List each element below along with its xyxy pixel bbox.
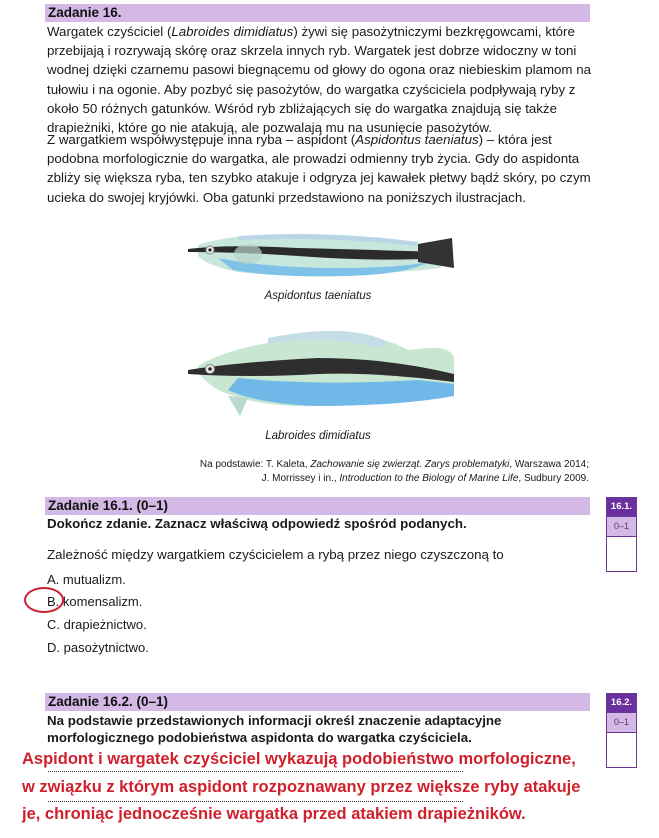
text-run: ) żywi się pasożytniczymi bezkręgowcami, które przebijają i rozrywają skórę oraz skrzela innych ryb. Wargatek jest dobrze widoczny w toni wodnej dzięki czarnemu pasowi biegnącemu od głowy do ogona oraz niebieskim plamom na tułowiu i na ogonie. Aby pozbyć się pasożytów, do wargatka czyściciela podpływają ryby z około 50 różnych gatunków. Wśród ryb zbliżających się do wargatka znajdują się także drapieżniki, które go nie atakują, ale pozwalają mu na usunięcie pasożytów.: [47, 24, 591, 136]
option-text: drapieżnictwo.: [60, 617, 147, 632]
option-letter: C.: [47, 617, 60, 632]
selected-answer-circle-icon: [24, 587, 64, 613]
task-16-1-stem: Zależność między wargatkiem czyścicielem a rybą przez niego czyszczoną to: [47, 547, 504, 562]
source-line-1: Na podstawie: T. Kaleta, Zachowanie się zwierząt. Zarys problematyki, Warszawa 2014;: [199, 459, 589, 470]
text-run: Z wargatkiem współwystępuje inna ryba – aspidont (: [47, 132, 356, 147]
option-a[interactable]: [47, 572, 126, 588]
task-16-header: Zadanie 16.: [45, 4, 590, 22]
score-box-points: 0–1: [607, 516, 636, 536]
answer-line-3: je, chroniąc jednocześnie wargatka przed atakiem drapieżników.: [22, 805, 526, 823]
figure-caption-labroides: Labroides dimidiatus: [265, 430, 371, 442]
option-text: mutualizm.: [59, 572, 126, 587]
task-16-2-instruction-line-1: Na podstawie przedstawionych informacji określ znaczenie adaptacyjne: [47, 713, 502, 728]
task-16-2-header: Zadanie 16.2. (0–1): [45, 693, 590, 711]
answer-line-2: w związku z którym aspidont rozpoznawany przez większe ryby atakuje: [22, 777, 581, 796]
task-16-1-header: Zadanie 16.1. (0–1): [45, 497, 590, 515]
task-16-intro-paragraph-2: [47, 130, 592, 207]
score-box-number: 16.1.: [607, 498, 636, 516]
species-name: Aspidontus taeniatus: [355, 132, 479, 147]
option-d[interactable]: [47, 640, 149, 656]
source-citation: [200, 458, 589, 486]
fish-aspidont-illustration-icon: [178, 222, 460, 292]
option-letter: B.: [47, 594, 60, 609]
score-box-16-1: [606, 497, 637, 572]
species-name: Labroides dimidiatus: [171, 24, 294, 39]
task-16-intro-paragraph-1: [47, 22, 592, 137]
option-c[interactable]: [47, 617, 147, 633]
handwritten-answer[interactable]: [22, 746, 642, 829]
task-16-2-instruction-line-2: morfologicznego podobieństwa aspidonta do wargatka czyściciela.: [47, 730, 472, 745]
answer-line-1: Aspidont i wargatek czyściciel wykazują podobieństwo morfologiczne,: [22, 750, 576, 768]
option-letter: A.: [47, 572, 60, 587]
option-text: pasożytnictwo.: [60, 640, 149, 655]
figure-caption-aspidontus: Aspidontus taeniatus: [264, 290, 372, 302]
fish-wargatek-illustration-icon: [178, 318, 460, 418]
score-entry-field[interactable]: [607, 536, 636, 571]
score-box-points: 0–1: [607, 712, 636, 732]
text-run: Wargatek czyściciel (: [47, 24, 172, 39]
text-run: ) – która jest podobna morfologicznie do wargatka, ale prowadzi odmienny tryb życia. Gdy do aspidonta zbliży się większa ryba, ten szybko atakuje i odgryza jej kawałek płetwy bądź skóry, po czym ucieka do swojej kryjówki. Oba gatunki przedstawiono na poniższych ilustracjach.: [47, 132, 591, 205]
task-16-1-instruction: Dokończ zdanie. Zaznacz właściwą odpowiedź spośród podanych.: [47, 516, 467, 531]
score-box-number: 16.2.: [607, 694, 636, 712]
option-letter: D.: [47, 640, 60, 655]
option-text: komensalizm.: [59, 594, 143, 609]
source-line-2: J. Morrissey i in., Introduction to the Biology of Marine Life, Sudbury 2009.: [261, 473, 589, 484]
